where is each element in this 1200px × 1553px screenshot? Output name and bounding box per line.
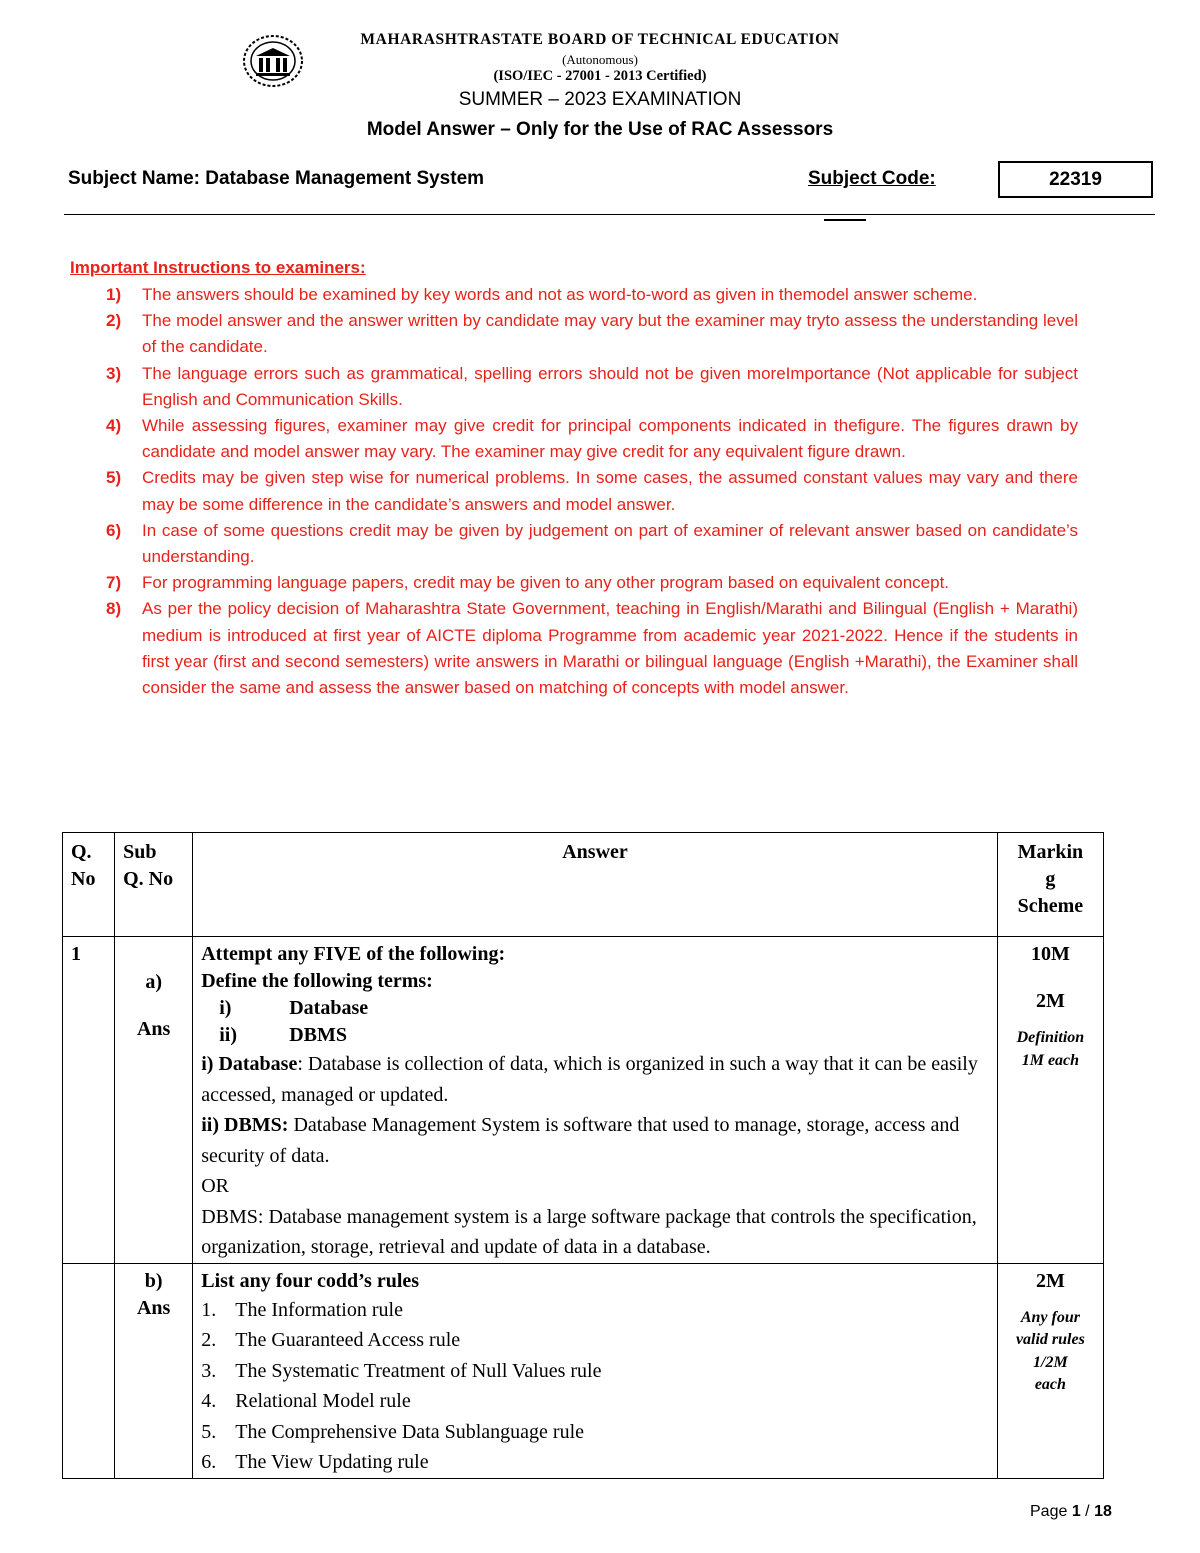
header-answer: Answer bbox=[193, 833, 998, 937]
exam-title: SUMMER – 2023 EXAMINATION bbox=[458, 89, 742, 110]
list-item: 3. The Systematic Treatment of Null Values rule bbox=[201, 1359, 602, 1382]
codd-rules-list bbox=[201, 1295, 991, 1478]
list-item: 5. The Comprehensive Data Sublanguage rule bbox=[201, 1420, 585, 1443]
subject-code-label: Subject Code: bbox=[808, 168, 936, 189]
dbms-alt-definition: DBMS: Database management system is a large software package that controls the specification, organization, storage, retrieval and update of data in a database. bbox=[201, 1205, 977, 1258]
marks-cell: 2M Any four valid rules 1/2M each bbox=[997, 1263, 1103, 1478]
model-answer-title: Model Answer – Only for the Use of RAC Assessors bbox=[366, 119, 834, 140]
code-underline bbox=[824, 219, 866, 221]
answer-cell: Attempt any FIVE of the following: Define the following terms: i) Database ii) DBMS i) Database: Database is collection of data, which is organized in such a way that it can be easily accessed, managed or updated. ii) DBMS: Database Management System is software that used to manage, storage, access and security of data. OR DBMS: Database management system is a large software package that controls the specification, organization, storage, retrieval and update of data in a database. bbox=[193, 937, 998, 1264]
instruction-item: 4) While assessing figures, examiner may give credit for principal components indicated in thefigure. The figures drawn by candidate and model answer may vary. The examiner may give credit for any equivalent figure drawn. bbox=[106, 416, 1078, 462]
sub-question: b) Ans bbox=[115, 1263, 193, 1478]
autonomous-label: (Autonomous) bbox=[562, 52, 638, 67]
instruction-item: 3) The language errors such as grammatical, spelling errors should not be given moreImportance (Not applicable for subject English and Communication Skills. bbox=[106, 363, 1078, 409]
list-item: 4. Relational Model rule bbox=[201, 1390, 411, 1412]
dbms-definition: ii) DBMS: Database Management System is software that used to manage, storage, access and security of data. bbox=[201, 1114, 960, 1167]
instruction-item: 2) The model answer and the answer written by candidate may vary but the examiner may tryto assess the understanding level of the candidate. bbox=[106, 311, 1078, 357]
page-number: Page 1 / 18 bbox=[1030, 1503, 1112, 1520]
list-item: 6. The View Updating rule bbox=[201, 1451, 429, 1473]
question-number: 1 bbox=[63, 937, 115, 1264]
instructions-list bbox=[70, 282, 1078, 701]
sub-question: a) Ans bbox=[115, 937, 193, 1264]
answer-cell: List any four codd’s rules 1. The Information rule 2. The Guaranteed Access rule 3. The Systematic Treatment of Null Values rule 4. Relational Model rule 5. The Comprehensive Data Sublanguage rule 6. The View Updating rule bbox=[193, 1263, 998, 1478]
question-number-empty bbox=[63, 1263, 115, 1478]
instruction-item: 7) For programming language papers, credit may be given to any other program based on equivalent concept. bbox=[106, 573, 950, 593]
answer-table bbox=[62, 832, 1104, 1479]
msbte-logo-icon bbox=[242, 34, 304, 88]
instructions-heading: Important Instructions to examiners: bbox=[70, 258, 366, 277]
table-header-row bbox=[63, 833, 1104, 937]
database-definition: i) Database: Database is collection of data, which is organized in such a way that it can be easily accessed, managed or updated. bbox=[201, 1053, 978, 1106]
instruction-item: 1) The answers should be examined by key words and not as word-to-word as given in themodel answer scheme. bbox=[106, 285, 978, 304]
instruction-item: 8) As per the policy decision of Maharashtra State Government, teaching in English/Marathi and Bilingual (English + Marathi) medium is introduced at first year of AICTE diploma Programme from academic year 2021-2022. Hence if the students in first year (first and second semesters) write answers in Marathi or bilingual language (English +Marathi), the Examiner shall consider the same and assess the answer based on matching of concepts with model answer. bbox=[106, 599, 1078, 698]
iso-certification: (ISO/IEC - 27001 - 2013 Certified) bbox=[493, 68, 707, 84]
instruction-item: 6) In case of some questions credit may be given by judgement on part of examiner of relevant answer based on candidate’s understanding. bbox=[106, 520, 1078, 567]
list-item: 2. The Guaranteed Access rule bbox=[201, 1329, 461, 1351]
subject-name: Subject Name: Database Management System bbox=[68, 168, 485, 189]
header-marking-scheme: Markin g Scheme bbox=[997, 833, 1103, 937]
header-q-no: Q. No bbox=[63, 833, 115, 937]
instruction-item: 5) Credits may be given step wise for numerical problems. In some cases, the assumed constant values may vary and there may be some difference in the candidate’s answers and model answer. bbox=[106, 468, 1078, 514]
header-divider bbox=[64, 214, 1155, 215]
board-name: MAHARASHTRASTATE BOARD OF TECHNICAL EDUCATION bbox=[360, 31, 840, 48]
list-item: 1. The Information rule bbox=[201, 1298, 403, 1321]
subject-code-box: 22319 bbox=[998, 161, 1153, 198]
table-row bbox=[63, 937, 1104, 1264]
marks-cell: 10M 2M Definition 1M each bbox=[997, 937, 1103, 1264]
header-sub-q-no: Sub Q. No bbox=[115, 833, 193, 937]
table-row bbox=[63, 1263, 1104, 1478]
